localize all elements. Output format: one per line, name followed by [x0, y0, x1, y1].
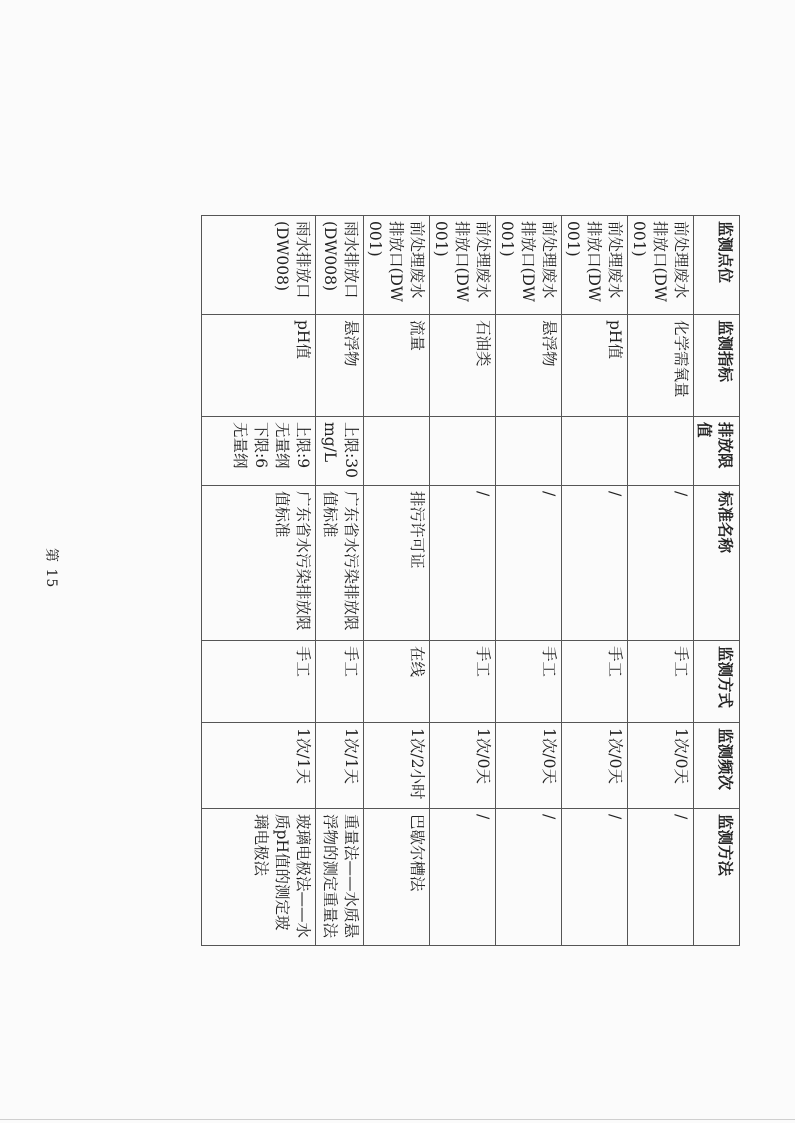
table-cell: 重量法——水质悬浮物的测定重量法: [316, 809, 364, 946]
table-cell: 手工: [496, 641, 562, 723]
table-cell: 广东省水污染排放限值标准: [316, 486, 364, 641]
table-cell: /: [496, 486, 562, 641]
table-row: [430, 216, 496, 946]
table-cell: 玻璃电极法——水质pH值的测定玻璃电极法: [202, 809, 316, 946]
table-cell: 在线: [364, 641, 430, 723]
header-cell: 监测指标: [694, 315, 740, 417]
table-cell: 悬浮物: [316, 315, 364, 417]
table-cell: [430, 417, 496, 486]
table-cell: 排污许可证: [364, 486, 430, 641]
monitoring-table: [201, 215, 740, 946]
table-cell: [562, 417, 628, 486]
table-cell: /: [430, 486, 496, 641]
header-cell: 排放限值: [694, 417, 740, 486]
table-cell: 前处理废水排放口(DW001): [496, 216, 562, 315]
table-row: [202, 216, 316, 946]
table-cell: 1次/1天: [202, 723, 316, 809]
table-cell: [628, 417, 694, 486]
table-cell: pH值: [202, 315, 316, 417]
table-cell: 1次/0天: [496, 723, 562, 809]
table-cell: 1次/0天: [430, 723, 496, 809]
table-cell: 雨水排放口(DW008): [316, 216, 364, 315]
table-cell: 上限:30mg/L: [316, 417, 364, 486]
table-cell: /: [496, 809, 562, 946]
table-cell: 上限:9无量纲下限:6无量纲: [202, 417, 316, 486]
table-row: [364, 216, 430, 946]
table-cell: 前处理废水排放口(DW001): [562, 216, 628, 315]
page-edge-line: [0, 1119, 795, 1120]
header-cell: 监测点位: [694, 216, 740, 315]
table-cell: 手工: [628, 641, 694, 723]
table-cell: /: [430, 809, 496, 946]
table-cell: 手工: [316, 641, 364, 723]
table-cell: 化学需氧量: [628, 315, 694, 417]
table-cell: 前处理废水排放口(DW001): [628, 216, 694, 315]
table-cell: 1次/2小时: [364, 723, 430, 809]
table-cell: 1次/1天: [316, 723, 364, 809]
table-cell: 前处理废水排放口(DW001): [364, 216, 430, 315]
table-row: [496, 216, 562, 946]
table-cell: 流量: [364, 315, 430, 417]
table-cell: 手工: [202, 641, 316, 723]
table-row: [562, 216, 628, 946]
table-cell: [364, 417, 430, 486]
table-cell: /: [562, 486, 628, 641]
table-row: [628, 216, 694, 946]
header-cell: 标准名称: [694, 486, 740, 641]
page-number: 第 15: [43, 548, 59, 589]
table-cell: 前处理废水排放口(DW001): [430, 216, 496, 315]
table-cell: 广东省水污染排放限值标准: [202, 486, 316, 641]
header-cell: 监测方法: [694, 809, 740, 946]
table-cell: [496, 417, 562, 486]
table-cell: /: [628, 486, 694, 641]
table-cell: /: [562, 809, 628, 946]
table-cell: 石油类: [430, 315, 496, 417]
table-cell: 手工: [562, 641, 628, 723]
table-cell: 悬浮物: [496, 315, 562, 417]
table-header-row: [694, 216, 740, 946]
header-cell: 监测方式: [694, 641, 740, 723]
table-cell: pH值: [562, 315, 628, 417]
table-row: [316, 216, 364, 946]
table-cell: 巴歇尔槽法: [364, 809, 430, 946]
table-cell: 1次/0天: [562, 723, 628, 809]
table-cell: /: [628, 809, 694, 946]
table-cell: 手工: [430, 641, 496, 723]
header-cell: 监测频次: [694, 723, 740, 809]
table-cell: 1次/0天: [628, 723, 694, 809]
rotated-page-content: [231, 215, 740, 945]
table-cell: 雨水排放口(DW008): [202, 216, 316, 315]
